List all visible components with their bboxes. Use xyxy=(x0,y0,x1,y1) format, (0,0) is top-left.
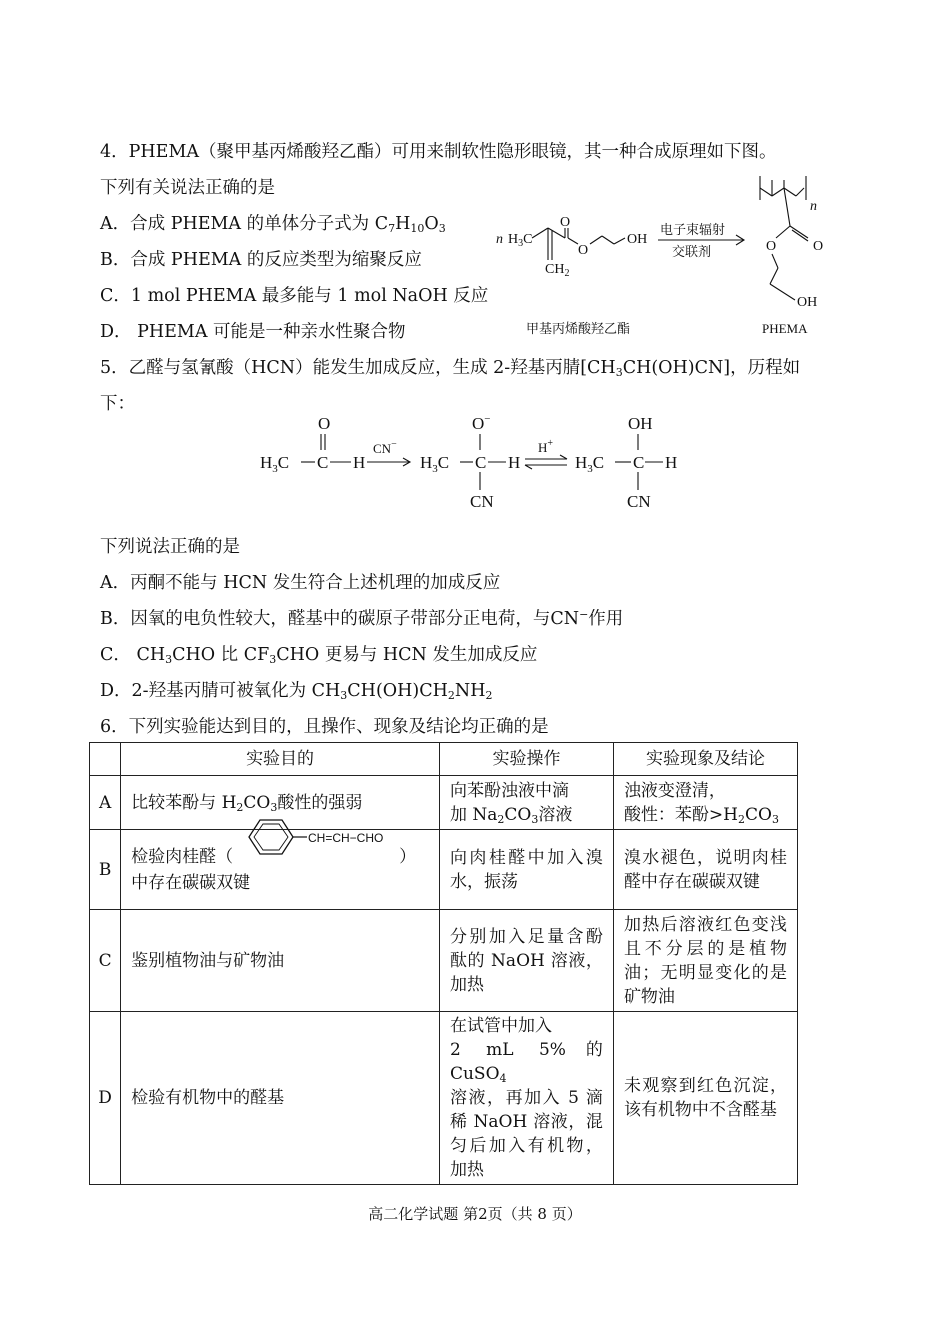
q5-option-b: B．因氧的电负性较大，醛基中的碳原子带部分正电荷，与CN−作用 xyxy=(100,608,624,629)
scheme-polymer-ester-o: O xyxy=(766,239,777,254)
scheme-polymer-oh: OH xyxy=(797,295,818,310)
q6-stem: 6．下列实验能达到目的，且操作、现象及结论均正确的是 xyxy=(100,717,549,737)
scheme-polymer-n: n xyxy=(810,199,817,214)
m3-c: C xyxy=(633,453,645,472)
page-footer: 高二化学试题 第2页（共 8 页） xyxy=(368,1205,582,1223)
q4-option-c: C．1 mol PHEMA 最多能与 1 mol NaOH 反应 xyxy=(100,286,489,306)
m3-oh: OH xyxy=(628,414,653,433)
m3-cn: CN xyxy=(627,492,651,511)
scheme-arrow-top: 电子束辐射 xyxy=(660,222,726,237)
q5-prompt: 下列说法正确的是 xyxy=(100,537,240,557)
scheme-arrow-bottom: 交联剂 xyxy=(672,244,712,259)
scheme-n: n xyxy=(496,232,503,247)
reagent-cn: CN− xyxy=(373,439,397,456)
table-row xyxy=(90,776,798,830)
row-d-purpose: 检验有机物中的醛基 xyxy=(121,1012,440,1185)
scheme-polymer-carbonyl-o: O xyxy=(813,239,824,254)
m2-cn: CN xyxy=(470,492,494,511)
row-label: A xyxy=(90,776,121,830)
q5-option-c: C． $CH_3CHO$ 比 $CF_3CHO$ 更易与 HCN 发生加成反应 xyxy=(100,645,538,666)
q5-stem-line1: 5．乙醛与氢氰酸（HCN）能发生加成反应，生成 2-羟基丙腈$[CH_3CH(OH)CN]$，历程如 xyxy=(100,358,801,379)
scheme-carbonyl-o: O xyxy=(560,215,571,230)
scheme-monomer-label: 甲基丙烯酸羟乙酯 xyxy=(526,321,631,336)
m2-c: C xyxy=(475,453,487,472)
row-a-purpose: 比较苯酚与 $H_2CO_3$酸性的强弱 xyxy=(121,776,440,830)
table-row xyxy=(90,830,798,910)
row-label: C xyxy=(90,910,121,1012)
q5-option-a: A．丙酮不能与 HCN 发生符合上述机理的加成反应 xyxy=(100,573,501,593)
scheme-oh: OH xyxy=(627,232,648,247)
row-label: B xyxy=(90,830,121,910)
row-c-operation: 分别加入足量含酚酞的 NaOH 溶液，加热 xyxy=(439,910,613,1012)
row-d-result: 未观察到红色沉淀，该有机物中不含醛基 xyxy=(613,1012,797,1185)
q4-stem-line2: 下列有关说法正确的是 xyxy=(100,178,275,198)
row-a-operation: 向苯酚浊液中滴 加 $Na_2CO_3$溶液 xyxy=(439,776,613,830)
row-c-purpose: 鉴别植物油与矿物油 xyxy=(121,910,440,1012)
scheme-ester-o: O xyxy=(578,243,589,258)
row-c-result: 加热后溶液红色变浅且不分层的是植物油；无明显变化的是矿物油 xyxy=(613,910,797,1012)
row-label: D xyxy=(90,1012,121,1185)
row-a-result: 浊液变澄清， 酸性：苯酚$>H_2CO_3$ xyxy=(613,776,797,830)
m2-o: O− xyxy=(472,413,491,433)
row-b-result: 溴水褪色，说明肉桂醛中存在碳碳双键 xyxy=(613,830,797,910)
q4-option-d: D． PHEMA 可能是一种亲水性聚合物 xyxy=(100,322,406,342)
q5-stem-line2: 下： xyxy=(100,394,135,414)
scheme-h3c: $H_3C$ xyxy=(508,232,533,249)
cinnamaldehyde-structure xyxy=(235,815,405,859)
header-operation: 实验操作 xyxy=(439,743,613,776)
q4-option-b: B．合成 PHEMA 的反应类型为缩聚反应 xyxy=(100,250,422,270)
table-header-row xyxy=(90,743,798,776)
table-row xyxy=(90,910,798,1012)
m2-h: H xyxy=(508,453,521,472)
table-row xyxy=(90,1012,798,1185)
m1-o: O xyxy=(318,414,331,433)
experiment-table xyxy=(89,742,798,1185)
m1-h3c: $H_3C$ xyxy=(260,453,290,475)
row-b-operation: 向肉桂醛中加入溴水，振荡 xyxy=(439,830,613,910)
scheme-polymer-label: PHEMA xyxy=(762,321,808,336)
scheme-ch2: $CH_2$ xyxy=(545,262,570,279)
header-purpose: 实验目的 xyxy=(121,743,440,776)
q5-mechanism xyxy=(255,410,695,515)
m2-h3c: $H_3C$ xyxy=(420,453,450,475)
q4-stem-line1: 4．PHEMA（聚甲基丙烯酸羟乙酯）可用来制软性隐形眼镜，其一种合成原理如下图。 xyxy=(100,142,777,162)
q5-option-d: D．2-羟基丙腈可被氧化为 $CH_3CH(OH)CH_2NH_2$ xyxy=(100,681,493,702)
reagent-h: H+ xyxy=(538,438,554,455)
row-b-purpose: 检验肉桂醛（ CH=CH−CHO ） 中存在碳碳双键 xyxy=(121,830,440,910)
m3-h3c: $H_3C$ xyxy=(575,453,605,475)
cinnamaldehyde-chain: CH=CH−CHO xyxy=(308,830,384,845)
q4-option-a: A．合成 PHEMA 的单体分子式为 $C_7H_{10}O_3$ xyxy=(100,214,446,235)
m3-h: H xyxy=(665,453,678,472)
m1-c: C xyxy=(317,453,329,472)
q4-reaction-scheme xyxy=(490,168,850,343)
row-d-operation: 在试管中加入 2 mL 5%的 CuSO$_4$ 溶液，再加入 5 滴稀 NaOH 溶液，混匀后加入有机物，加热 xyxy=(439,1012,613,1185)
header-blank xyxy=(90,743,121,776)
header-result: 实验现象及结论 xyxy=(613,743,797,776)
m1-h: H xyxy=(353,453,366,472)
